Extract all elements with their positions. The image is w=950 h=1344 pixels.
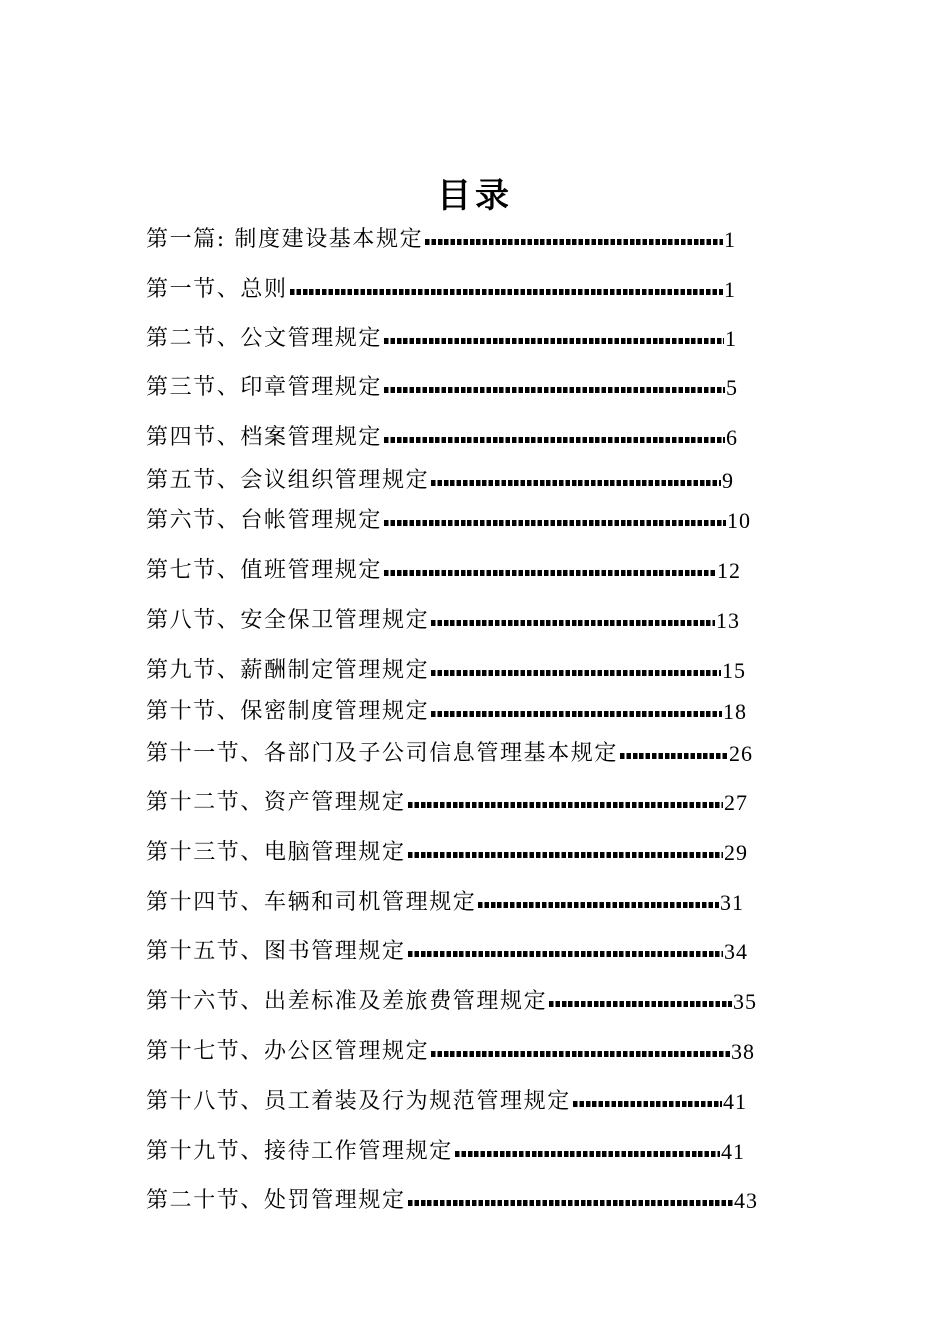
- toc-entry[interactable]: [146, 606, 740, 636]
- toc-entry-page-number: 1: [725, 326, 737, 351]
- toc-entry[interactable]: [146, 656, 746, 686]
- toc-entry-page-number: 43: [734, 1188, 758, 1213]
- toc-entry-page-number: 31: [720, 890, 744, 915]
- toc-dot-leader: [384, 437, 725, 443]
- toc-dot-leader: [431, 1051, 730, 1057]
- toc-dot-leader: [573, 1101, 722, 1107]
- toc-entry-page-number: 41: [723, 1089, 747, 1114]
- toc-entry-label: 第十九节、接待工作管理规定: [146, 1139, 453, 1164]
- toc-entry[interactable]: [146, 838, 748, 868]
- toc-entry[interactable]: [146, 324, 737, 354]
- toc-entry-label: 第十八节、员工着装及行为规范管理规定: [146, 1089, 571, 1114]
- toc-entry-label: 第十六节、出差标准及差旅费管理规定: [146, 989, 548, 1014]
- toc-dot-leader: [384, 338, 724, 344]
- toc-dot-leader: [408, 951, 723, 957]
- toc-entry-page-number: 9: [722, 468, 734, 493]
- toc-dot-leader: [384, 570, 716, 576]
- toc-entry[interactable]: [146, 1186, 758, 1216]
- toc-dot-leader: [549, 1001, 732, 1007]
- toc-entry[interactable]: [146, 466, 734, 496]
- toc-entry-page-number: 26: [729, 741, 753, 766]
- toc-dot-leader: [455, 1151, 720, 1157]
- toc-entry-page-number: 12: [717, 558, 741, 583]
- toc-entry-label: 第三节、印章管理规定: [146, 375, 383, 400]
- toc-entry[interactable]: [146, 697, 747, 727]
- toc-entry-page-number: 15: [722, 658, 746, 683]
- toc-entry-label: 第七节、值班管理规定: [146, 558, 383, 583]
- toc-entry-page-number: 34: [724, 939, 748, 964]
- toc-entry[interactable]: [146, 1137, 745, 1167]
- toc-entry-label: 第一节、总则: [146, 277, 288, 302]
- toc-dot-leader: [620, 753, 728, 759]
- toc-dot-leader: [431, 670, 721, 676]
- toc-entry-label: 第二节、公文管理规定: [146, 326, 383, 351]
- toc-entry-label: 第八节、安全保卫管理规定: [146, 608, 430, 633]
- toc-entry[interactable]: [146, 373, 738, 403]
- toc-entry[interactable]: [146, 1087, 747, 1117]
- toc-dot-leader: [431, 480, 721, 486]
- toc-dot-leader: [384, 387, 725, 393]
- toc-entry-label: 第十三节、电脑管理规定: [146, 840, 406, 865]
- toc-entry-page-number: 27: [724, 790, 748, 815]
- toc-entry-page-number: 6: [726, 425, 738, 450]
- toc-dot-leader: [408, 852, 723, 858]
- toc-entry[interactable]: [146, 987, 757, 1017]
- toc-entry-page-number: 38: [731, 1039, 755, 1064]
- toc-entry-label: 第六节、台帐管理规定: [146, 508, 383, 533]
- toc-entry-label: 第十五节、图书管理规定: [146, 939, 406, 964]
- toc-entry[interactable]: [146, 937, 748, 967]
- toc-dot-leader: [290, 289, 723, 295]
- toc-entry-label: 第二十节、处罚管理规定: [146, 1188, 406, 1213]
- toc-entry-page-number: 35: [733, 989, 757, 1014]
- toc-title: 目录: [437, 176, 513, 216]
- toc-entry[interactable]: [146, 506, 751, 536]
- toc-dot-leader: [408, 1200, 733, 1206]
- toc-dot-leader: [384, 520, 726, 526]
- toc-entry-label: 第十四节、车辆和司机管理规定: [146, 890, 477, 915]
- toc-entry-page-number: 41: [721, 1139, 745, 1164]
- toc-dot-leader: [478, 902, 719, 908]
- toc-entry-page-number: 10: [727, 508, 751, 533]
- toc-entry-label: 第十二节、资产管理规定: [146, 790, 406, 815]
- toc-entry-label: 第四节、档案管理规定: [146, 425, 383, 450]
- toc-entry-label: 第五节、会议组织管理规定: [146, 468, 430, 493]
- toc-entry-page-number: 18: [723, 699, 747, 724]
- toc-entry-label: 第十节、保密制度管理规定: [146, 699, 430, 724]
- toc-entry-label: 第九节、薪酬制定管理规定: [146, 658, 430, 683]
- toc-dot-leader: [408, 802, 723, 808]
- toc-entry[interactable]: [146, 556, 741, 586]
- toc-entry-label: 第十七节、办公区管理规定: [146, 1039, 430, 1064]
- toc-entry-label: 第一篇: 制度建设基本规定: [146, 227, 424, 252]
- toc-entry-page-number: 1: [724, 227, 736, 252]
- toc-dot-leader: [425, 239, 723, 245]
- toc-entry[interactable]: [146, 225, 736, 255]
- toc-entry-page-number: 29: [724, 840, 748, 865]
- toc-entry[interactable]: [146, 788, 748, 818]
- toc-entry[interactable]: [146, 423, 738, 453]
- toc-entry[interactable]: [146, 1037, 755, 1067]
- toc-entry[interactable]: [146, 275, 736, 305]
- toc-entry[interactable]: [146, 888, 744, 918]
- toc-dot-leader: [431, 711, 722, 717]
- toc-entry[interactable]: [146, 739, 753, 769]
- toc-entry-page-number: 1: [724, 277, 736, 302]
- toc-dot-leader: [431, 620, 715, 626]
- toc-entry-label: 第十一节、各部门及子公司信息管理基本规定: [146, 741, 619, 766]
- toc-entry-page-number: 13: [716, 608, 740, 633]
- toc-entry-page-number: 5: [726, 375, 738, 400]
